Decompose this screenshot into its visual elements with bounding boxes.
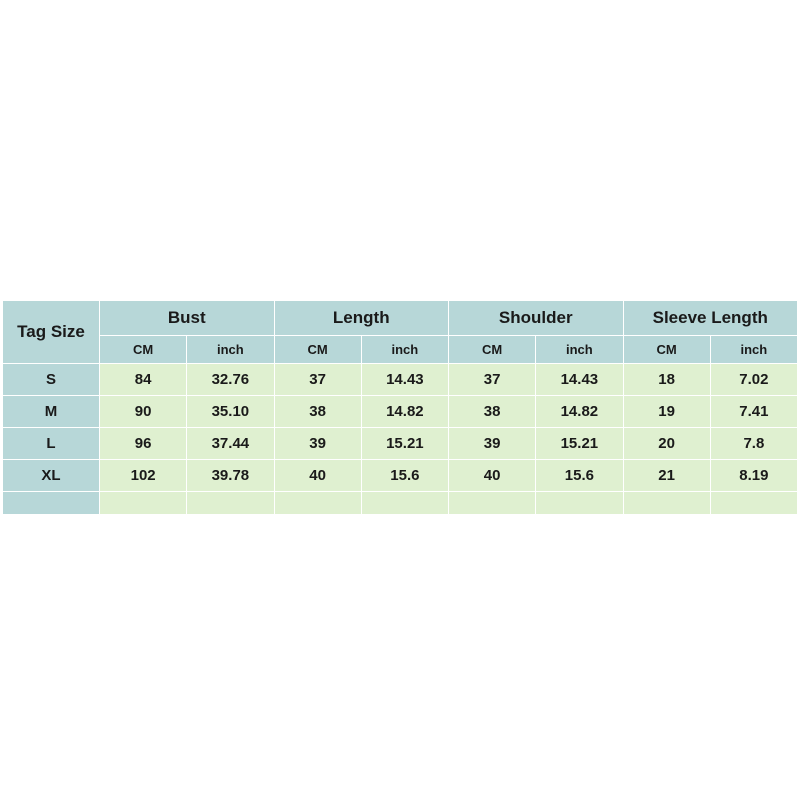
- header-unit-shoulder-cm: CM: [449, 336, 536, 364]
- header-unit-length-cm: CM: [274, 336, 361, 364]
- cell-length-inch: 15.21: [361, 428, 448, 460]
- table-header-group-row: [3, 301, 798, 336]
- spacer-cell: [536, 492, 623, 515]
- cell-bust-inch: 39.78: [187, 460, 274, 492]
- cell-shoulder-inch: 15.21: [536, 428, 623, 460]
- spacer-cell: [449, 492, 536, 515]
- cell-sleeve-cm: 21: [623, 460, 710, 492]
- cell-length-cm: 39: [274, 428, 361, 460]
- cell-length-inch: 14.82: [361, 396, 448, 428]
- spacer-cell: [623, 492, 710, 515]
- spacer-cell: [3, 492, 100, 515]
- cell-sleeve-cm: 18: [623, 364, 710, 396]
- row-size-label: S: [3, 364, 100, 396]
- cell-bust-cm: 102: [100, 460, 187, 492]
- cell-shoulder-cm: 40: [449, 460, 536, 492]
- header-unit-bust-inch: inch: [187, 336, 274, 364]
- spacer-cell: [100, 492, 187, 515]
- cell-length-inch: 14.43: [361, 364, 448, 396]
- cell-sleeve-inch: 8.19: [710, 460, 797, 492]
- cell-shoulder-inch: 14.43: [536, 364, 623, 396]
- table-header-unit-row: [3, 336, 798, 364]
- header-unit-sleeve-inch: inch: [710, 336, 797, 364]
- row-size-label: L: [3, 428, 100, 460]
- table-footer-spacer-row: [3, 492, 798, 515]
- header-tag-size: Tag Size: [3, 301, 100, 364]
- cell-bust-inch: 35.10: [187, 396, 274, 428]
- cell-sleeve-cm: 19: [623, 396, 710, 428]
- spacer-cell: [710, 492, 797, 515]
- header-unit-shoulder-inch: inch: [536, 336, 623, 364]
- row-size-label: M: [3, 396, 100, 428]
- cell-sleeve-inch: 7.41: [710, 396, 797, 428]
- cell-shoulder-cm: 37: [449, 364, 536, 396]
- cell-sleeve-inch: 7.8: [710, 428, 797, 460]
- cell-bust-inch: 32.76: [187, 364, 274, 396]
- table-row: [3, 364, 798, 396]
- header-group-length: Length: [274, 301, 449, 336]
- cell-sleeve-cm: 20: [623, 428, 710, 460]
- row-size-label: XL: [3, 460, 100, 492]
- cell-length-cm: 38: [274, 396, 361, 428]
- cell-length-cm: 37: [274, 364, 361, 396]
- table-row: [3, 428, 798, 460]
- cell-bust-cm: 96: [100, 428, 187, 460]
- cell-bust-cm: 84: [100, 364, 187, 396]
- cell-sleeve-inch: 7.02: [710, 364, 797, 396]
- header-group-bust: Bust: [100, 301, 275, 336]
- spacer-cell: [274, 492, 361, 515]
- cell-length-cm: 40: [274, 460, 361, 492]
- cell-bust-cm: 90: [100, 396, 187, 428]
- cell-shoulder-cm: 39: [449, 428, 536, 460]
- size-chart-table: [2, 300, 798, 515]
- header-unit-sleeve-cm: CM: [623, 336, 710, 364]
- header-unit-bust-cm: CM: [100, 336, 187, 364]
- table-row: [3, 460, 798, 492]
- cell-shoulder-cm: 38: [449, 396, 536, 428]
- size-chart: [2, 300, 798, 515]
- cell-shoulder-inch: 15.6: [536, 460, 623, 492]
- cell-bust-inch: 37.44: [187, 428, 274, 460]
- spacer-cell: [361, 492, 448, 515]
- cell-length-inch: 15.6: [361, 460, 448, 492]
- cell-shoulder-inch: 14.82: [536, 396, 623, 428]
- header-group-shoulder: Shoulder: [449, 301, 624, 336]
- table-row: [3, 396, 798, 428]
- header-group-sleeve-length: Sleeve Length: [623, 301, 798, 336]
- header-unit-length-inch: inch: [361, 336, 448, 364]
- spacer-cell: [187, 492, 274, 515]
